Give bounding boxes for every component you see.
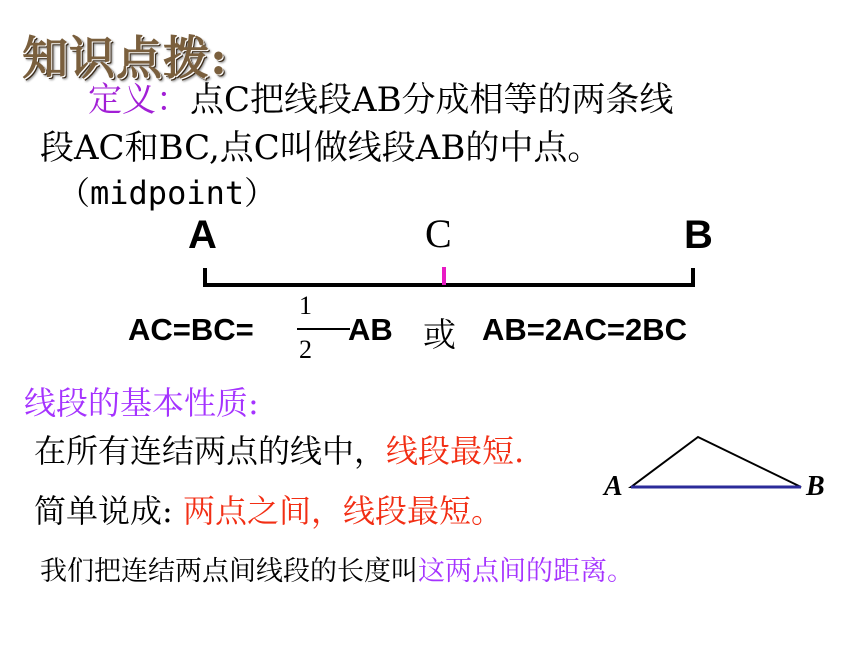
properties-title: 线段的基本性质: <box>24 384 259 422</box>
property-line-1-emphasis: 线段最短. <box>386 432 525 470</box>
distance-definition-text: 我们把连结两点间线段的长度叫 <box>40 556 418 587</box>
triangle-label-a: A <box>604 471 623 502</box>
property-line-2-emphasis: 两点之间，线段最短。 <box>182 492 503 530</box>
triangle-label-b: B <box>806 471 825 502</box>
property-line-2-text: 简单说成: <box>34 492 173 530</box>
page-title: 知识点拨: <box>22 31 228 85</box>
fraction-numerator: 1 <box>299 291 312 320</box>
property-line-1-text: 在所有连结两点的线中， <box>34 432 387 470</box>
segment-label-c: C <box>425 211 452 256</box>
formula-or: 或 <box>423 315 456 354</box>
definition-label: 定义： <box>88 80 190 120</box>
triangle-outline <box>631 437 801 487</box>
distance-definition <box>40 549 634 588</box>
distance-definition-emphasis: 这两点间的距离。 <box>418 556 634 587</box>
segment-label-a: A <box>188 213 217 257</box>
property-line-2 <box>34 486 503 532</box>
definition-line-3: （midpoint） <box>58 174 277 212</box>
formula-right: AB=2AC=2BC <box>482 312 688 347</box>
formula-left: AC=BC= <box>128 312 254 347</box>
formula-ab: AB <box>348 312 393 347</box>
fraction-denominator: 2 <box>299 335 312 364</box>
property-line-1 <box>34 426 524 472</box>
definition-text-1: 点C把线段AB分成相等的两条线 <box>190 80 674 120</box>
segment-label-b: B <box>684 213 713 257</box>
definition-line-2: 段AC和BC,点C叫做线段AB的中点。 <box>40 128 602 168</box>
